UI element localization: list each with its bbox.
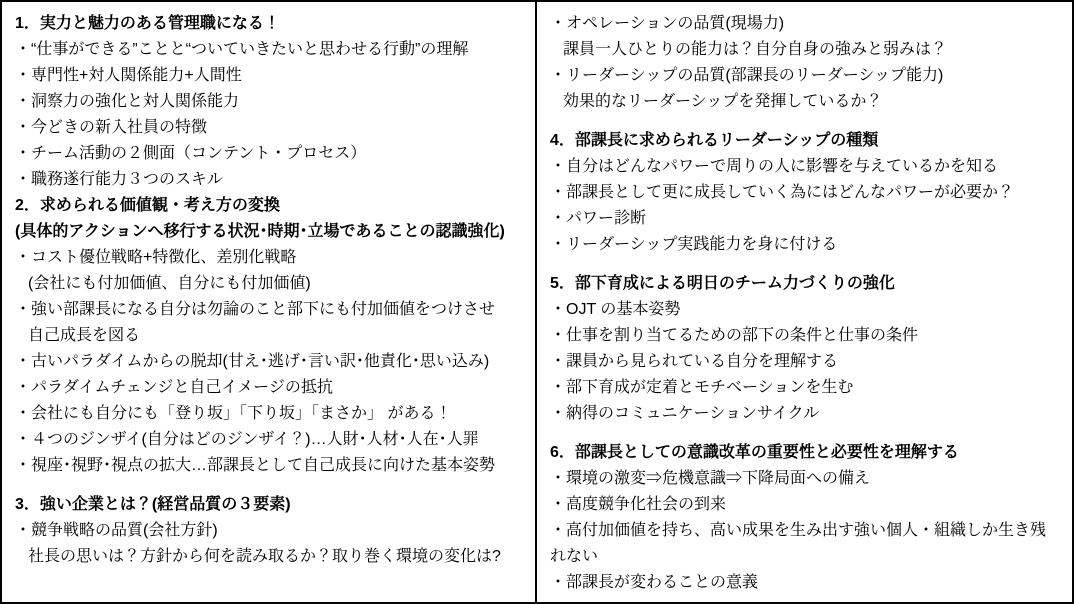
- outline-item: ・部課長として更に成長していく為にはどんなパワーが必要か？: [550, 184, 1015, 201]
- outline-column-left: [2, 2, 537, 602]
- outline-item: ・コスト優位戦略+特徴化、差別化戦略: [15, 249, 297, 266]
- outline-item-continuation: (会社にも付加価値、自分にも付加価値): [28, 275, 311, 292]
- outline-item: ・古いパラダイムからの脱却(甘え･逃げ･言い訳･他責化･思い込み): [15, 353, 490, 370]
- outline-item: ・パラダイムチェンジと自己イメージの抵抗: [15, 379, 333, 396]
- outline-item: ・自分はどんなパワーで周りの人に影響を与えているかを知る: [550, 158, 999, 175]
- section-heading: 5．部下育成による明日のチーム力づくりの強化: [550, 275, 895, 292]
- outline-column-right: [537, 2, 1072, 602]
- outline-item: ・洞察力の強化と対人関係能力: [15, 93, 240, 110]
- outline-item: ・“仕事ができる”ことと“ついていきたいと思わせる行動”の理解: [15, 41, 469, 58]
- outline-item: ・OJT の基本姿勢: [550, 301, 681, 318]
- outline-item: ・今どきの新入社員の特徴: [15, 119, 208, 136]
- outline-item: ・４つのジンザイ(自分はどのジンザイ？)…人財･人材･人在･人罪: [15, 431, 479, 448]
- outline-item: ・課員から見られている自分を理解する: [550, 353, 839, 370]
- outline-item-continuation: 社長の思いは？方針から何を読み取るか？取り巻く環境の変化は?: [28, 548, 501, 565]
- outline-item: ・リーダーシップの品質(部課長のリーダーシップ能力): [550, 67, 944, 84]
- outline-item-continuation: 効果的なリーダーシップを発揮しているか？: [563, 93, 883, 110]
- outline-item: ・チーム活動の２側面（コンテント・プロセス）: [15, 145, 367, 162]
- section-heading: 3．強い企業とは？(経営品質の３要素): [15, 496, 291, 513]
- outline-item: ・視座･視野･視点の拡大…部課長として自己成長に向けた基本姿勢: [15, 457, 496, 474]
- outline-item: ・職務遂行能力３つのスキル: [15, 171, 223, 188]
- outline-item: ・オペレーションの品質(現場力): [550, 15, 785, 32]
- section-heading: 4．部課長に求められるリーダーシップの種類: [550, 132, 879, 149]
- outline-item-continuation: 課員一人ひとりの能力は？自分自身の強みと弱みは？: [563, 41, 948, 58]
- section-heading: 6．部課長としての意識改革の重要性と必要性を理解する: [550, 444, 959, 461]
- outline-item: ・仕事を割り当てるための部下の条件と仕事の条件: [550, 327, 919, 344]
- outline-item: ・環境の激変⇒危機意識⇒下降局面への備え: [550, 470, 871, 487]
- outline-item: ・競争戦略の品質(会社方針): [15, 522, 218, 539]
- outline-item: ・高付加価値を持ち、高い成果を生み出す強い個人・組織しか生き残れない: [550, 522, 1047, 565]
- outline-item: ・会社にも自分にも「登り坂」「下り坂」「まさか」 がある！: [15, 405, 452, 422]
- outline-item: ・部下育成が定着とモチベーションを生む: [550, 379, 854, 396]
- outline-item: ・強い部課長になる自分は勿論のこと部下にも付加価値をつけさせ: [15, 301, 496, 318]
- outline-item: ・高度競争化社会の到来: [550, 496, 727, 513]
- outline-item: ・リーダーシップ実践能力を身に付ける: [550, 236, 838, 253]
- outline-item: ・専門性+対人関係能力+人間性: [15, 67, 242, 84]
- outline-item: ・部課長が変わることの意義: [550, 574, 759, 591]
- section-heading: (具体的アクションへ移行する状況･時期･立場であることの認識強化): [15, 223, 505, 240]
- section-heading: 2．求められる価値観・考え方の変換: [15, 197, 280, 214]
- outline-item-continuation: 自己成長を図る: [28, 327, 141, 344]
- section-heading: 1．実力と魅力のある管理職になる！: [15, 15, 280, 32]
- outline-item: ・納得のコミュニケーションサイクル: [550, 405, 820, 422]
- outline-item: ・パワー診断: [550, 210, 647, 227]
